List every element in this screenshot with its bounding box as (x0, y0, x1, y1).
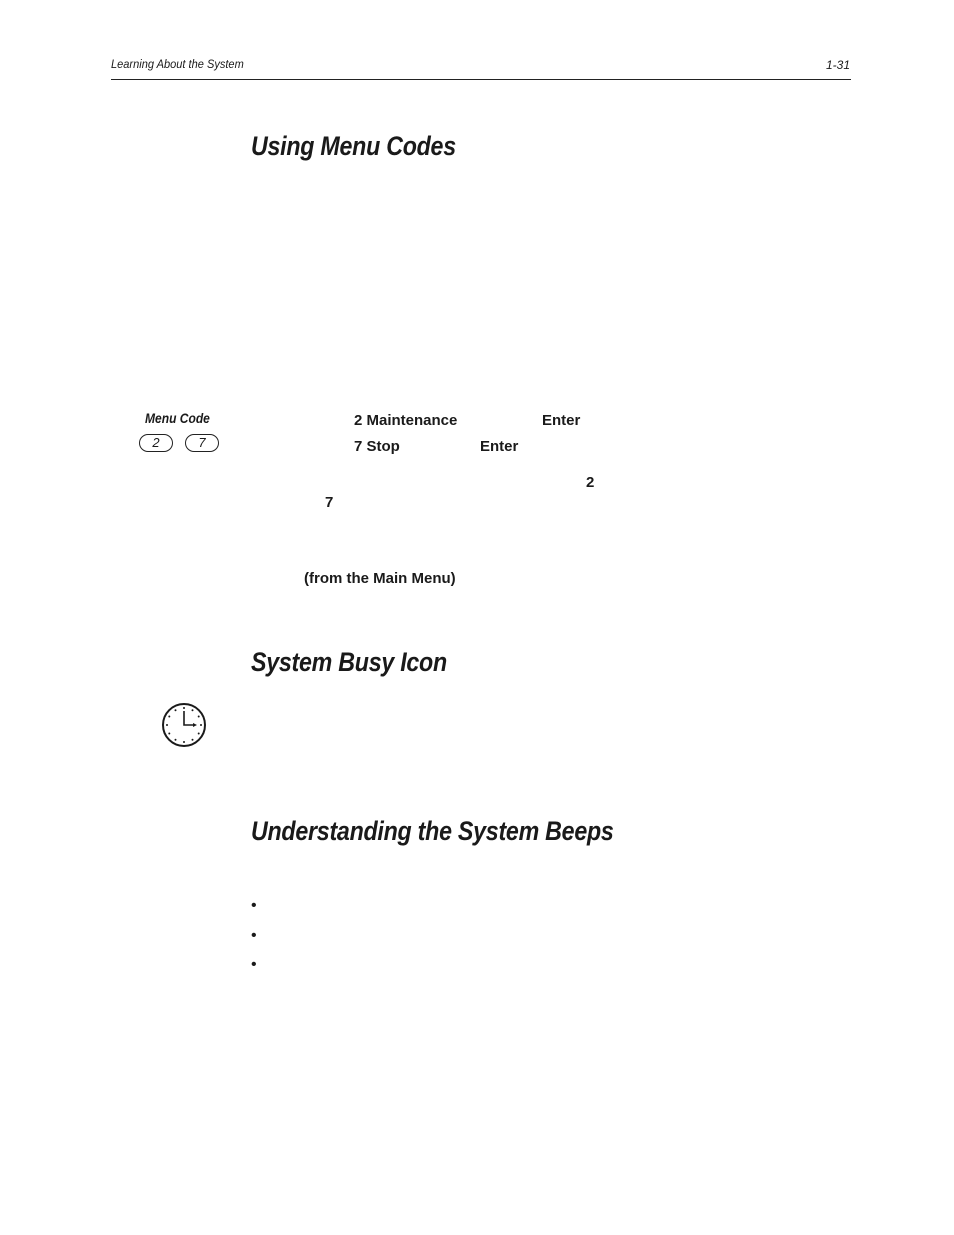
section-title-menu-codes: Using Menu Codes (251, 131, 456, 161)
menu-code-key-2: 2 (139, 434, 173, 452)
clock-icon (161, 702, 207, 748)
code-digit-7: 7 (325, 494, 334, 511)
page-number: 1-31 (826, 58, 851, 72)
step2-enter-key: Enter (480, 438, 519, 455)
step2-menu-option: 7 Stop (354, 438, 400, 455)
menu-code-label: Menu Code (145, 410, 210, 426)
section-title-busy-icon: System Busy Icon (251, 647, 447, 677)
beep-bullet: • (251, 897, 257, 914)
from-main-menu-note: (from the Main Menu) (304, 570, 456, 587)
header-rule (111, 79, 851, 80)
code-digit-2: 2 (586, 474, 595, 491)
menu-code-key-7: 7 (185, 434, 219, 452)
beep-bullet: • (251, 956, 257, 973)
beep-bullet: • (251, 927, 257, 944)
section-title-system-beeps: Understanding the System Beeps (251, 816, 614, 846)
running-header-chapter: Learning About the System (111, 57, 244, 71)
step1-menu-option: 2 Maintenance (354, 412, 458, 429)
step1-enter-key: Enter (542, 412, 581, 429)
